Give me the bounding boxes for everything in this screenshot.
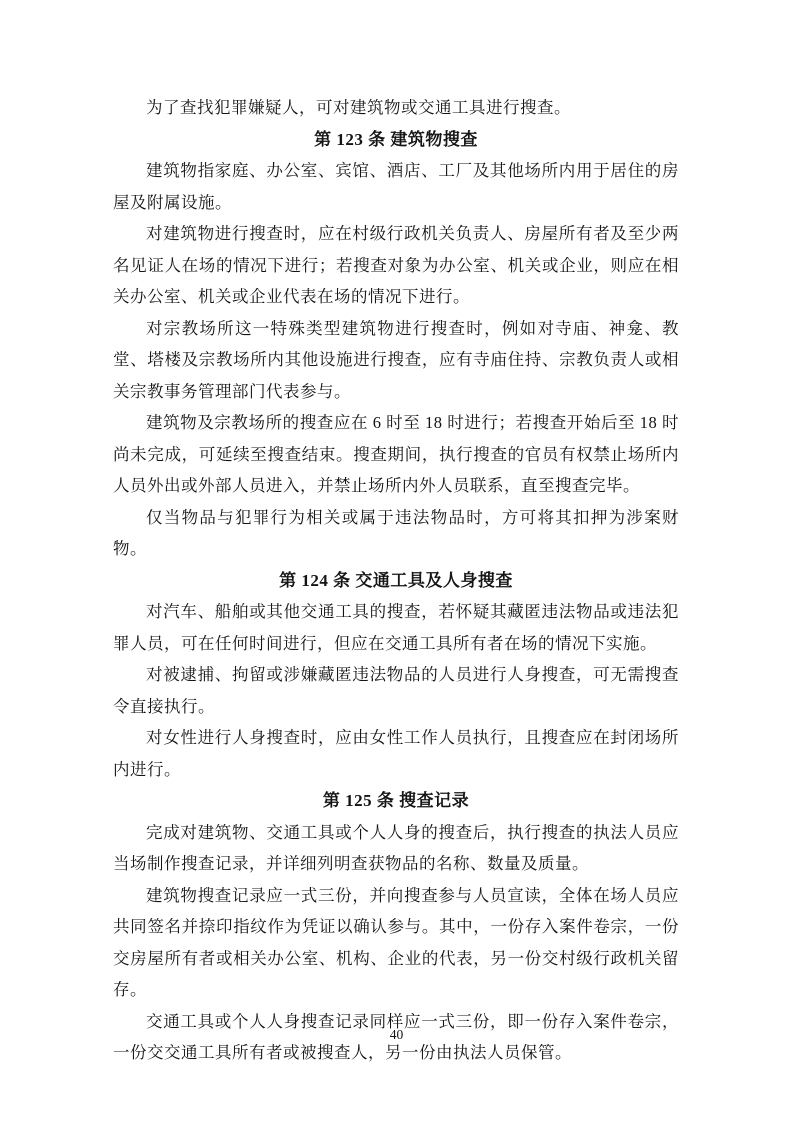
paragraph: 对被逮捕、拘留或涉嫌藏匿违法物品的人员进行人身搜查，可无需搜查令直接执行。 xyxy=(113,665,679,716)
page-number: 40 xyxy=(389,1027,404,1042)
article-heading-124: 第 124 条 交通工具及人身搜查 xyxy=(279,570,513,590)
paragraph: 建筑物及宗教场所的搜查应在 6 时至 18 时进行；若搜查开始后至 18 时尚未完成，可延续至搜查结束。搜查期间，执行搜查的官员有权禁止场所内人员外出或外部人员进入，并禁止场所内外人员联系，直至搜查完毕。 xyxy=(113,413,679,495)
paragraph: 建筑物搜查记录应一式三份，并向搜查参与人员宣读，全体在场人员应共同签名并捺印指纹作为凭证以确认参与。其中，一份存入案件卷宗，一份交房屋所有者或相关办公室、机构、企业的代表，另一份交村级行政机关留存。 xyxy=(113,885,679,999)
document-body xyxy=(113,92,679,1069)
paragraph: 交通工具或个人人身搜查记录同样应一式三份，即一份存入案件卷宗，一份交交通工具所有者或被搜查人，另一份由执法人员保管。 xyxy=(113,1011,679,1062)
paragraph: 对汽车、船舶或其他交通工具的搜查，若怀疑其藏匿违法物品或违法犯罪人员，可在任何时间进行，但应在交通工具所有者在场的情况下实施。 xyxy=(113,602,679,653)
paragraph: 完成对建筑物、交通工具或个人人身的搜查后，执行搜查的执法人员应当场制作搜查记录，并详细列明查获物品的名称、数量及质量。 xyxy=(113,822,679,873)
paragraph: 对宗教场所这一特殊类型建筑物进行搜查时，例如对寺庙、神龛、教堂、塔楼及宗教场所内其他设施进行搜查，应有寺庙住持、宗教负责人或相关宗教事务管理部门代表参与。 xyxy=(113,318,679,401)
paragraph: 对建筑物进行搜查时，应在村级行政机关负责人、房屋所有者及至少两名见证人在场的情况下进行；若搜查对象为办公室、机关或企业，则应在相关办公室、机关或企业代表在场的情况下进行。 xyxy=(113,224,679,306)
paragraph: 建筑物指家庭、办公室、宾馆、酒店、工厂及其他场所内用于居住的房屋及附属设施。 xyxy=(113,161,679,212)
article-heading-123: 第 123 条 建筑物搜查 xyxy=(314,129,478,149)
article-heading-125: 第 125 条 搜查记录 xyxy=(322,791,470,810)
paragraph: 为了查找犯罪嫌疑人，可对建筑物或交通工具进行搜查。 xyxy=(146,98,571,117)
paragraph: 对女性进行人身搜查时，应由女性工作人员执行，且搜查应在封闭场所内进行。 xyxy=(113,728,679,779)
paragraph: 仅当物品与犯罪行为相关或属于违法物品时，方可将其扣押为涉案财物。 xyxy=(113,507,679,558)
